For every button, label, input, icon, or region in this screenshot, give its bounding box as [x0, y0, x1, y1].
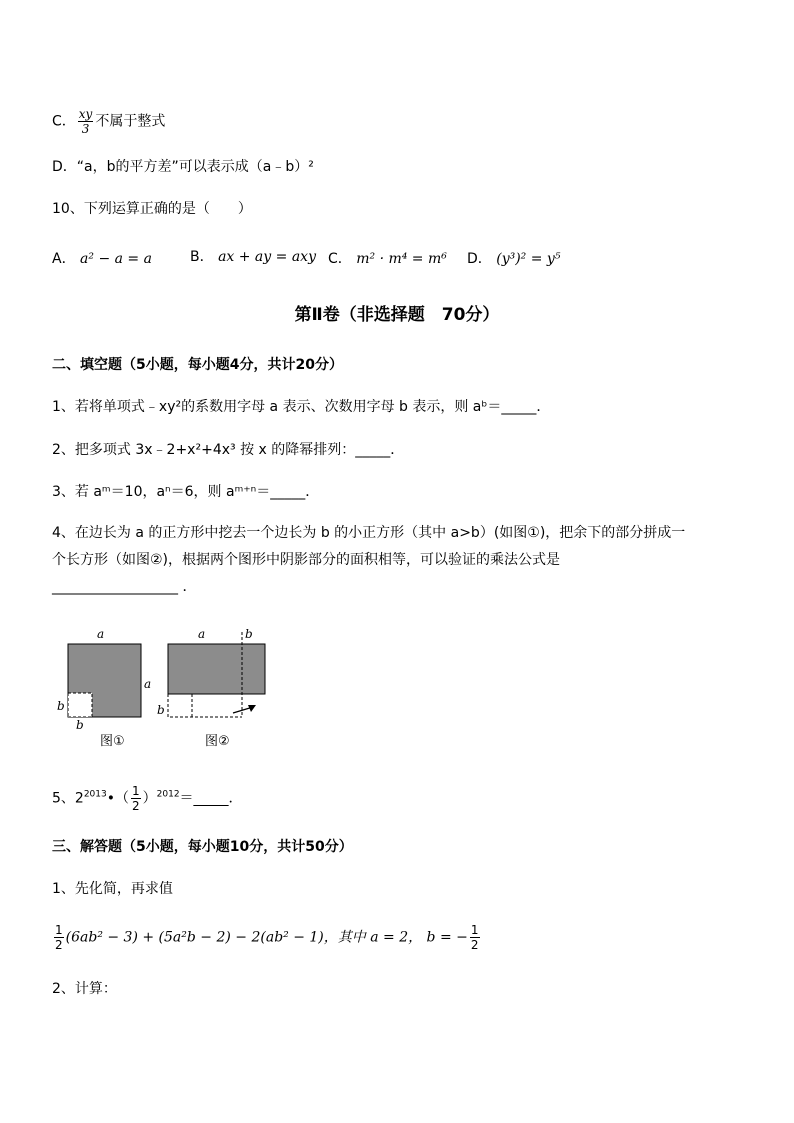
option-label: C．	[52, 113, 76, 130]
section-heading-fill-blank: 二、填空题（5小题，每小题4分，共计20分）	[52, 357, 343, 373]
removed-square	[68, 693, 92, 717]
fraction-numerator: 1	[470, 923, 479, 937]
fraction-numerator: xy	[78, 107, 93, 121]
fraction-numerator: 1	[132, 784, 140, 798]
q5-suffix: ＝_____．	[179, 790, 243, 807]
q10-stem: 10、下列运算正确的是（ ）	[52, 201, 252, 217]
label-a-top: a	[198, 627, 206, 641]
figure-1	[57, 627, 151, 749]
rearranged-rectangle	[168, 644, 265, 694]
q5-prefix: 5、2	[52, 790, 84, 807]
fraction	[78, 108, 94, 135]
fill-question-4-line-1: 4、在边长为 a 的正方形中挖去一个边长为 b 的小正方形（其中 a>b）(如图①)，把余下的部分拼成一	[52, 525, 686, 541]
q5-exponent-1: 2013	[83, 789, 107, 800]
q5-exponent-2: 2012	[156, 789, 180, 800]
figure-1-caption: 图①	[100, 734, 125, 749]
solve-question-1: 1、先化简，再求值	[52, 881, 173, 897]
q10-option-a	[52, 252, 152, 266]
part-title: 第Ⅱ卷（非选择题 70分）	[294, 305, 500, 325]
solve-question-1-expression	[52, 924, 482, 951]
fill-question-2: 2、把多项式 3x﹣2+x²+4x³ 按 x 的降幂排列：_____．	[52, 442, 405, 458]
fill-question-3: 3、若 aᵐ＝10，aⁿ＝6，则 aᵐ⁺ⁿ＝_____．	[52, 484, 320, 500]
fraction-denominator: 3	[81, 122, 90, 136]
option-label: D．	[52, 159, 77, 175]
q10-option-d	[467, 252, 560, 266]
solve-question-2: 2、计算：	[52, 981, 117, 997]
option-expr: m² · m⁴ = m⁶	[356, 251, 447, 267]
q10-option-b	[190, 250, 316, 264]
label-a-right: a	[144, 677, 152, 691]
q5-dot: •（	[106, 790, 129, 807]
fraction-denominator: 2	[55, 938, 63, 952]
option-expr: a² − a = a	[80, 251, 152, 267]
fraction-denominator: 2	[470, 938, 479, 952]
option-label: A．	[52, 251, 76, 267]
label-b-bottom: b	[76, 718, 84, 732]
q5-paren: ）	[142, 790, 157, 807]
option-expr: (y³)² = y⁵	[496, 251, 561, 267]
section-heading-solve: 三、解答题（5小题，每小题10分，共计50分）	[52, 839, 353, 855]
moved-strip-outline	[168, 694, 242, 717]
geometry-figures	[50, 622, 280, 752]
figure-2-caption: 图②	[205, 734, 230, 749]
option-label: C．	[328, 251, 352, 267]
label-b-left: b	[157, 703, 165, 717]
fraction-numerator: 1	[55, 923, 63, 937]
figure-2	[157, 627, 265, 749]
label-b-top: b	[245, 627, 253, 641]
q9-option-c	[52, 108, 165, 135]
q10-option-c	[328, 252, 447, 266]
label-a-top: a	[97, 627, 105, 641]
fraction	[470, 924, 480, 951]
fill-question-4-line-2: 个长方形（如图②)，根据两个图形中阴影部分的面积相等，可以验证的乘法公式是	[52, 552, 561, 568]
option-expr: ax + ay = axy	[218, 249, 316, 265]
expression: (6ab² − 3) + (5a²b − 2) − 2(ab² − 1)，其中 a = 2， b = −	[65, 929, 468, 946]
fraction	[54, 924, 64, 951]
fraction	[131, 785, 141, 812]
fill-question-4-blank: __________________ ．	[52, 579, 197, 595]
option-label: B．	[190, 249, 214, 265]
fill-question-1: 1、若将单项式﹣xy²的系数用字母 a 表示、次数用字母 b 表示，则 aᵇ＝_____．	[52, 399, 551, 415]
label-b-left: b	[57, 699, 65, 713]
option-label: D．	[467, 251, 492, 267]
option-text: “a，b的平方差”可以表示成（a﹣b）²	[76, 159, 314, 175]
fill-question-5	[52, 785, 243, 812]
option-text: 不属于整式	[95, 113, 166, 130]
fraction-denominator: 2	[132, 799, 140, 813]
q9-option-d	[52, 160, 314, 174]
